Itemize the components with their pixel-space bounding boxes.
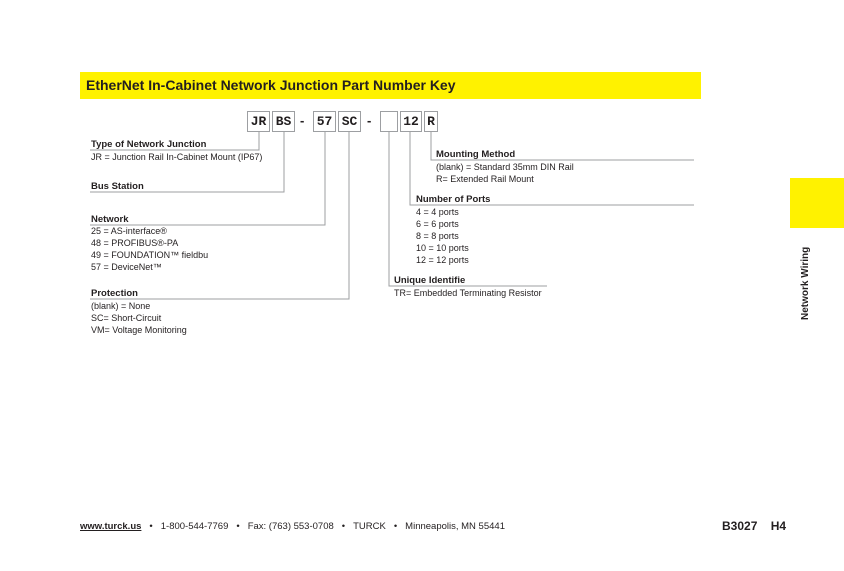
footer-fax: Fax: (763) 553-0708 bbox=[247, 521, 334, 532]
bus-heading: Bus Station bbox=[91, 181, 144, 192]
footer-bullet: • bbox=[341, 521, 346, 532]
type-heading: Type of Network Junction bbox=[91, 139, 207, 150]
ports-line: 8 = 8 ports bbox=[416, 231, 459, 241]
ports-line: 10 = 10 ports bbox=[416, 243, 469, 253]
page-code: B3027 bbox=[722, 519, 758, 533]
protection-heading: Protection bbox=[91, 288, 138, 299]
ports-line: 4 = 4 ports bbox=[416, 207, 459, 217]
part-seg-jr: JR bbox=[247, 111, 270, 132]
footer-bullet: • bbox=[393, 521, 398, 532]
part-seg-12: 12 bbox=[400, 111, 422, 132]
part-seg-57: 57 bbox=[313, 111, 336, 132]
network-line: 49 = FOUNDATION™ fieldbu bbox=[91, 250, 209, 260]
network-line: 48 = PROFIBUS®-PA bbox=[91, 238, 179, 248]
ports-line: 12 = 12 ports bbox=[416, 255, 469, 265]
unique-heading: Unique Identifie bbox=[394, 275, 466, 286]
mounting-line: (blank) = Standard 35mm DIN Rail bbox=[436, 162, 574, 172]
page-number bbox=[722, 519, 786, 533]
protection-line: VM= Voltage Monitoring bbox=[91, 325, 187, 335]
part-seg-sc: SC bbox=[338, 111, 361, 132]
mounting-heading: Mounting Method bbox=[436, 149, 516, 160]
part-dash: - bbox=[367, 113, 372, 128]
part-seg-bs: BS bbox=[272, 111, 295, 132]
mounting-line: R= Extended Rail Mount bbox=[436, 174, 534, 184]
protection-line: SC= Short-Circuit bbox=[91, 313, 162, 323]
footer-city: Minneapolis, MN 55441 bbox=[405, 521, 505, 532]
footer-bullet: • bbox=[236, 521, 240, 532]
footer-phone: 1-800-544-7769 bbox=[160, 521, 229, 532]
footer bbox=[80, 521, 505, 532]
website-link[interactable]: www.turck.us bbox=[80, 521, 142, 532]
network-line: 57 = DeviceNet™ bbox=[91, 262, 162, 272]
unique-line: TR= Embedded Terminating Resistor bbox=[394, 288, 542, 298]
protection-line: (blank) = None bbox=[91, 301, 151, 311]
footer-bullet: • bbox=[149, 521, 153, 532]
page-title: EtherNet In-Cabinet Network Junction Part Number Key bbox=[86, 77, 456, 93]
type-line: JR = Junction Rail In-Cabinet Mount (IP67) bbox=[91, 152, 263, 162]
footer-company: TURCK bbox=[353, 521, 386, 532]
ports-line: 6 = 6 ports bbox=[416, 219, 459, 229]
ports-heading: Number of Ports bbox=[416, 194, 491, 205]
part-seg-r: R bbox=[424, 111, 438, 132]
part-dash: - bbox=[300, 113, 305, 128]
page-num: H4 bbox=[770, 519, 787, 533]
side-tab-label: Network Wiring bbox=[800, 246, 811, 320]
network-line: 25 = AS-interface® bbox=[91, 226, 167, 236]
side-tab bbox=[790, 178, 844, 228]
network-heading: Network bbox=[91, 214, 129, 225]
